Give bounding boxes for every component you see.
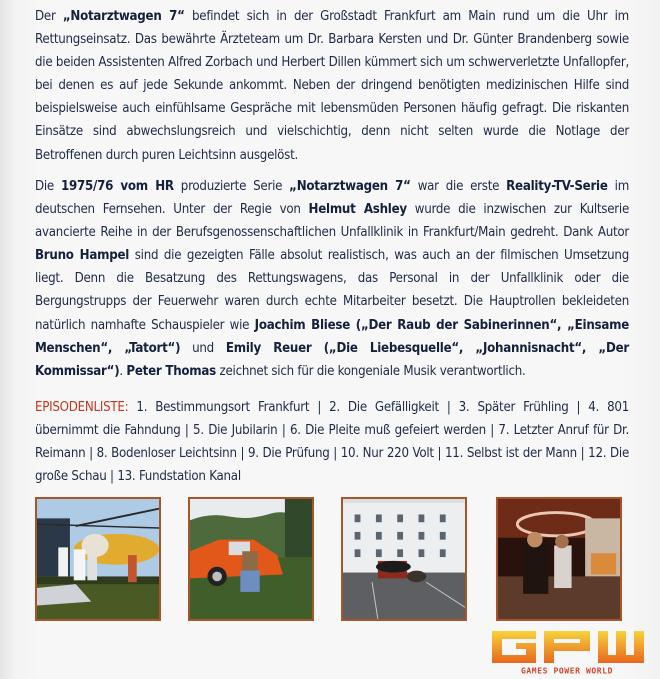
actor-1: Joachim Bliese („Der Raub der Sabinerinnen“, „Einsame Menschen“, „Tatort“) (35, 317, 629, 356)
text: Der (35, 9, 63, 24)
photo-orange-car (188, 497, 314, 621)
actor-2: Emily Reuer („Die Liebesquelle“, „Johannisnacht“, „Der Kommissar“) (35, 340, 629, 379)
gpw-letters-graphic (492, 631, 644, 663)
photo-street-accident (341, 497, 467, 621)
year-broadcaster: 1975/76 vom HR (60, 179, 174, 194)
series-title: „Notarztwagen 7“ (289, 179, 411, 194)
text: Die (35, 179, 61, 194)
author: Bruno Hampel (35, 248, 130, 264)
episode-list (35, 396, 629, 488)
gpw-subtitle: GAMES POWER WORLD (520, 666, 614, 675)
photo-fairground (496, 497, 622, 621)
production-paragraph (35, 175, 629, 383)
text: im deutschen Fernsehen. Unter der Regie von (35, 179, 629, 218)
text: produzierte Serie (173, 179, 290, 194)
director: Helmut Ashley (308, 202, 407, 218)
text: wurde die inzwischen zur Kultserie avancierte Reihe in der Berufsgenossenschaftlichen Unfallklinik in Frankfurt/Main gedreht. Dank Autor (35, 202, 629, 241)
text: und (180, 340, 226, 356)
text: sind die gezeigten Fälle absolut realistisch, was auch an der filmischen Umsetzung liegt. Denn die Besatzung des Rettungswagens, das Personal in der Unfallklinik oder die Bergungstrupps der Feuerwehr waren durch echte Mitarbeiter besetzt. Die Hauptrollen bekleideten natürlich namhafte Schauspieler wie (35, 248, 629, 333)
text: zeichnet sich für die kongeniale Musik verantwortlich. (216, 363, 526, 379)
gpw-logo (486, 629, 648, 675)
text: . (119, 363, 127, 379)
episode-list-items: 1. Bestimmungsort Frankfurt | 2. Die Gefälligkeit | 3. Später Frühling | 4. 801 übernimmt die Fahndung | 5. Die Jubilarin | 6. Die Pleite muß gefeiert werden | 7. Letzter Anruf für Dr. Reimann | 8. Bodenloser Leichtsinn | 9. Die Prüfung | 10. Nur 220 Volt | 11. Selbst ist der Mann | 12. Die große Schau | 13. Fundstation Kanal (35, 400, 629, 485)
photo-strip (35, 497, 629, 625)
text: befindet sich in der Großstadt Frankfurt am Main rund um die Uhr im Rettungseinsatz. Das bewährte Ärzteteam um Dr. Barbara Kersten und Dr. Günter Brandenberg sowie die beiden Assistenten Alfred Zorbach und Herbert Dillen kümmert sich um schwerverletzte Unfallopfer, bei denen es auf jede Sekunde ankommt. Neben der dringend benötigten medizinischen Hilfe sind beispielsweise auch einfühlsame Gespräche mit lebensmüden Personen häufig gefragt. Die riskanten Einsätze sind abwechslungsreich und vielschichtig, denn nicht selten wurde die Notlage der Betroffenen durch puren Leichtsinn ausgelöst. (35, 9, 629, 163)
episode-list-label: EPISODENLISTE: (35, 400, 129, 415)
text: war die erste (410, 179, 507, 194)
series-title: „Notarztwagen 7“ (62, 9, 185, 24)
composer: Peter Thomas (126, 363, 216, 379)
intro-paragraph (35, 5, 629, 167)
photo-helicopter (35, 497, 161, 621)
genre: Reality-TV-Serie (506, 179, 608, 194)
